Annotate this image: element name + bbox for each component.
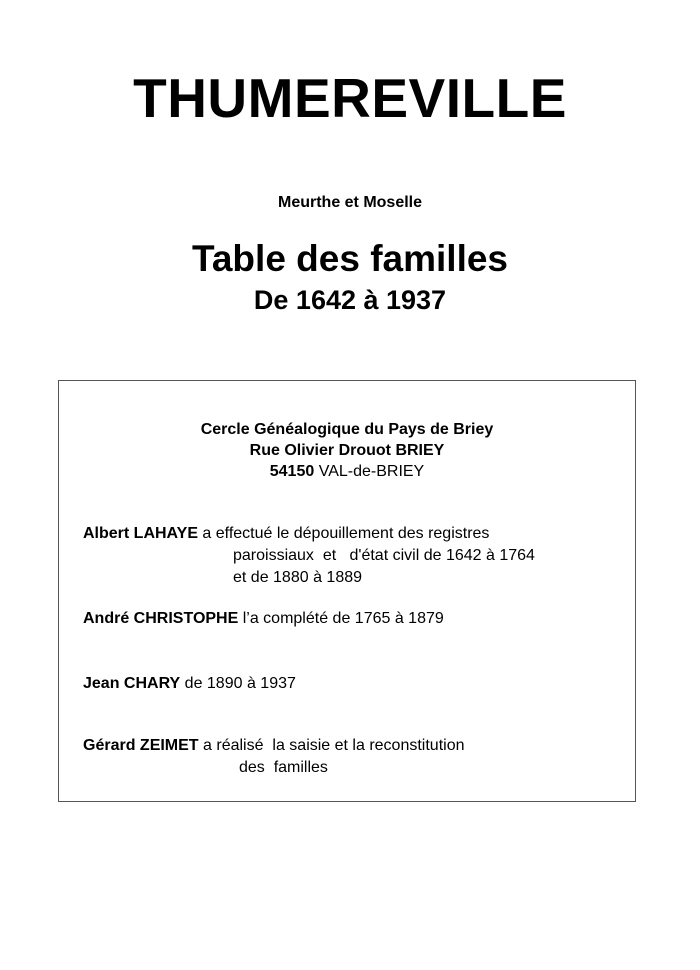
document-subtitle: Table des familles xyxy=(192,238,508,279)
credit-text: a réalisé la saisie et la reconstitution xyxy=(198,737,465,754)
credit-continuation: et de 1880 à 1889 xyxy=(233,569,363,586)
credit-continuation: des familles xyxy=(239,759,328,776)
organization-street: Rue Olivier Drouot BRIEY xyxy=(249,442,445,459)
organization-city-line xyxy=(59,461,635,482)
credit-entry xyxy=(83,608,444,630)
page-title: THUMEREVILLE xyxy=(133,67,567,129)
credit-entry xyxy=(83,673,296,695)
postal-code: 54150 xyxy=(269,463,315,480)
credits-box xyxy=(58,380,636,802)
credit-entry xyxy=(83,523,489,545)
credit-person: Albert LAHAYE xyxy=(83,525,198,542)
credit-text: de 1890 à 1937 xyxy=(180,675,296,692)
credit-text: a effectué le dépouillement des registres xyxy=(197,525,490,542)
credit-continuation: paroissiaux et d'état civil de 1642 à 1764 xyxy=(233,547,535,564)
credit-person: Jean CHARY xyxy=(83,675,181,692)
date-range: De 1642 à 1937 xyxy=(253,285,447,315)
credit-person: Gérard ZEIMET xyxy=(83,737,199,754)
city: VAL-de-BRIEY xyxy=(318,463,425,480)
department-label: Meurthe et Moselle xyxy=(277,194,423,211)
credit-person: André CHRISTOPHE xyxy=(83,610,239,627)
credit-text: l’a complété de 1765 à 1879 xyxy=(238,610,444,627)
organization-name: Cercle Généalogique du Pays de Briey xyxy=(200,421,494,438)
credit-entry xyxy=(83,735,465,757)
